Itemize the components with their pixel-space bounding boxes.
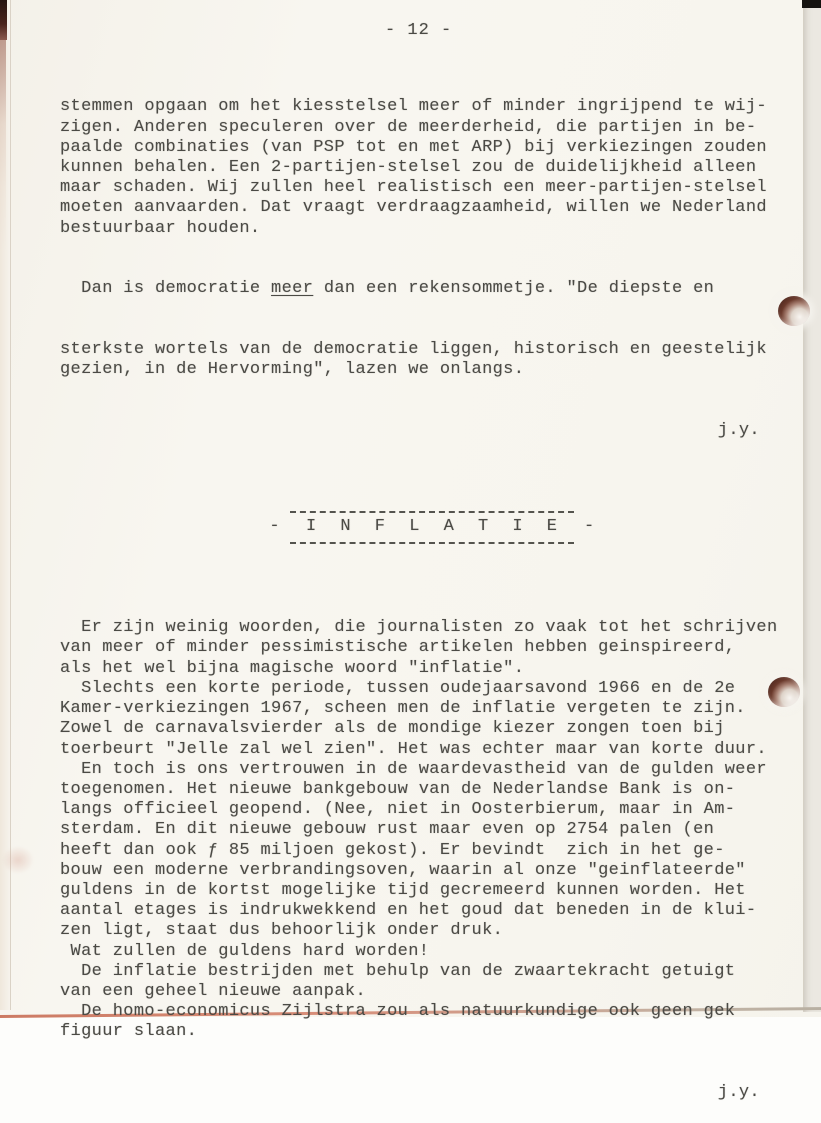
text-line: bouw een moderne verbrandingsoven, waarin al onze "geinflateerde" [60,860,746,880]
text-line: langs officieel geopend. (Nee, niet in Oosterbierum, maar in Am- [60,800,736,820]
section-heading [60,511,804,543]
text-line: bestuurbaar houden. [60,218,261,238]
heading-right-dash: - [584,517,595,537]
heading-left-dash: - [269,517,280,537]
text-line: kunnen behalen. Een 2-partijen-stelsel zou de duidelijkheid alleen [60,158,757,178]
text-line: zen ligt, staat dus behoorlijk onder druk. [60,921,504,941]
text-line: sterdam. En dit nieuwe gebouw rust maar even op 2754 palen (en [60,820,715,840]
right-page-edge [803,0,821,1012]
section-inflatie-lines [60,618,804,1042]
left-edge-faded-mark [0,40,6,250]
section-democracy-lines [60,97,804,238]
text-line: En toch is ons vertrouwen in de waardevastheid van de gulden weer [60,759,767,779]
line-prefix: Dan is democratie [60,279,272,299]
text-line: gezien, in de Hervorming", lazen we onlangs. [60,360,525,380]
text-line: paalde combinaties (van PSP tot en met ARP) bij verkiezingen zouden [60,137,767,157]
top-right-scan-shadow [802,0,821,8]
text-line: maar schaden. Wij zullen heel realistisch een meer-partijen-stelsel [60,178,767,198]
text-line: De inflatie bestrijden met behulp van de zwaartekracht getuigt [60,961,736,981]
text-line: toerbeurt "Jelle zal wel zien". Het was echter maar van korte duur. [60,739,767,759]
text-line: sterkste wortels van de democratie liggen, historisch en geestelijk [60,339,767,359]
text-line: heeft dan ook ƒ 85 miljoen gekost). Er bevindt zich in het ge- [60,840,725,860]
text-line: van meer of minder pessimistische artikelen hebben geinspireerd, [60,638,736,658]
text-line: Zowel de carnavalsvierder als de mondige kiezer zongen toen bij [60,719,725,739]
line-suffix: dan een rekensommetje. "De diepste en [313,279,715,299]
section-democracy-lines-continued [60,340,804,380]
typewritten-text-column [60,57,804,1123]
text-line: guldens in de kortst mogelijke tijd gecremeerd kunnen worden. Het [60,880,746,900]
page-number: - 12 - [385,21,453,40]
text-line: Kamer-verkiezingen 1967, scheen men de inflatie vergeten te zijn. [60,699,746,719]
author-initials: j.y. [717,420,760,440]
text-line: zigen. Anderen speculeren over de meerderheid, die partijen in be- [60,117,757,137]
text-line: van een geheel nieuwe aanpak. [60,981,366,1001]
underlined-word: meer [271,279,314,299]
text-line: Wat zullen de guldens hard worden! [60,941,430,961]
text-line: Er zijn weinig woorden, die journalisten zo vaak tot het schrijven [60,618,778,638]
author-initials: j.y. [717,1082,760,1102]
text-line: toegenomen. Het nieuwe bankgebouw van de Nederlandse Bank is on- [60,779,736,799]
text-line: aantal etages is indrukwekkend en het goud dat beneden in de klui- [60,901,757,921]
text-line: figuur slaan. [60,1022,198,1042]
text-line: stemmen opgaan om het kiesstelsel meer of minder ingrijpend te wij- [60,97,767,117]
text-line: als het wel bijna magische woord "inflatie". [60,658,525,678]
left-edge-ink-mark [0,0,7,40]
text-line-with-underline [60,279,804,299]
heading-title: I N F L A T I E [290,511,574,543]
text-line: moeten aanvaarden. Dat vraagt verdraagzaamheid, willen we Nederland [60,198,767,218]
pink-smudge-artifact [2,846,34,874]
text-line: Slechts een korte periode, tussen oudejaarsavond 1966 en de 2e [60,678,736,698]
text-line: De homo-economicus Zijlstra zou als natuurkundige ook geen gek [60,1002,736,1022]
